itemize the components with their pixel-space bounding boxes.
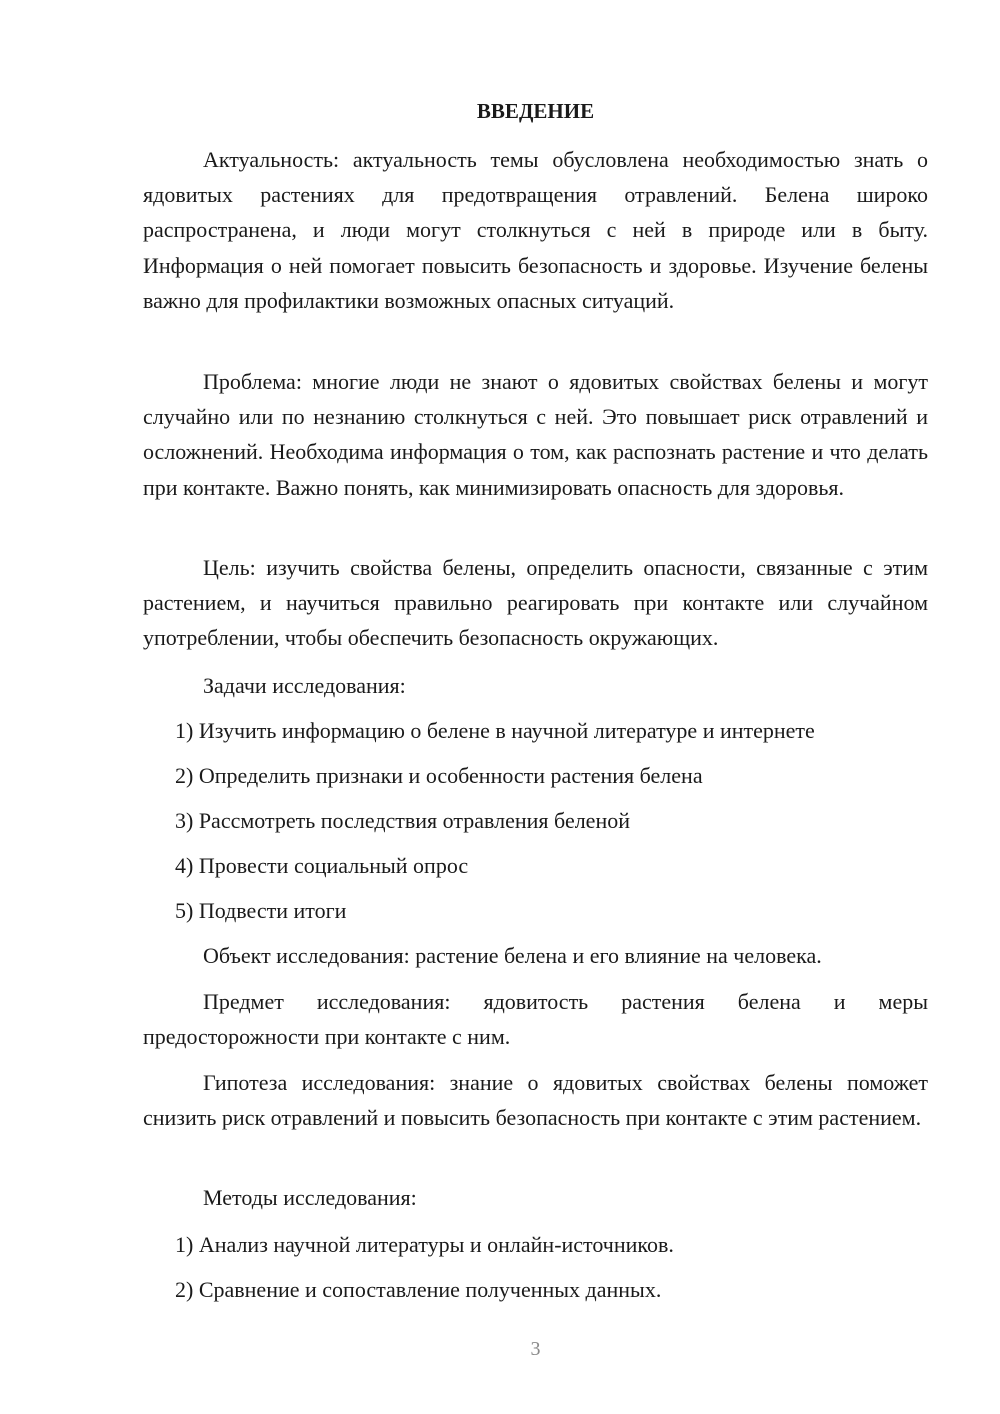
goal-paragraph: Цель: изучить свойства белены, определить опасности, связанные с этим растением, и научиться правильно реагировать при контакте или случайном употреблении, чтобы обеспечить безопасность окружающих. bbox=[143, 555, 928, 651]
method-item: 1) Анализ научной литературы и онлайн-источников. bbox=[175, 1232, 674, 1257]
page-number: 3 bbox=[530, 1338, 541, 1360]
method-item: 2) Сравнение и сопоставление полученных данных. bbox=[175, 1277, 662, 1302]
section-title: ВВЕДЕНИЕ bbox=[476, 99, 595, 123]
subject-paragraph: Предмет исследования: ядовитость растения белена и меры предосторожности при контакте с ним. bbox=[143, 989, 928, 1050]
object-paragraph: Объект исследования: растение белена и его влияние на человека. bbox=[203, 943, 822, 968]
task-item: 4) Провести социальный опрос bbox=[175, 853, 469, 878]
hypothesis-paragraph: Гипотеза исследования: знание о ядовитых свойствах белены поможет снизить риск отравлений и повысить безопасность при контакте с этим растением. bbox=[143, 1070, 928, 1131]
task-item: 2) Определить признаки и особенности растения белена bbox=[175, 763, 703, 788]
task-item: 3) Рассмотреть последствия отравления беленой bbox=[175, 808, 630, 833]
relevance-paragraph: Актуальность: актуальность темы обусловлена необходимостью знать о ядовитых растениях для предотвращения отравлений. Белена широко распространена, и люди могут столкнуться с ней в природе или в быту. Информация о ней помогает повысить безопасность и здоровье. Изучение белены важно для профилактики возможных опасных ситуаций. bbox=[143, 147, 928, 313]
task-item: 1) Изучить информацию о белене в научной литературе и интернете bbox=[175, 718, 815, 743]
methods-heading: Методы исследования: bbox=[203, 1185, 417, 1210]
task-item: 5) Подвести итоги bbox=[175, 898, 347, 923]
problem-paragraph: Проблема: многие люди не знают о ядовитых свойствах белены и могут случайно или по незнанию столкнуться с ней. Это повышает риск отравлений и осложнений. Необходима информация о том, как распознать растение и что делать при контакте. Важно понять, как минимизировать опасность для здоровья. bbox=[143, 369, 928, 500]
tasks-heading: Задачи исследования: bbox=[203, 673, 406, 698]
